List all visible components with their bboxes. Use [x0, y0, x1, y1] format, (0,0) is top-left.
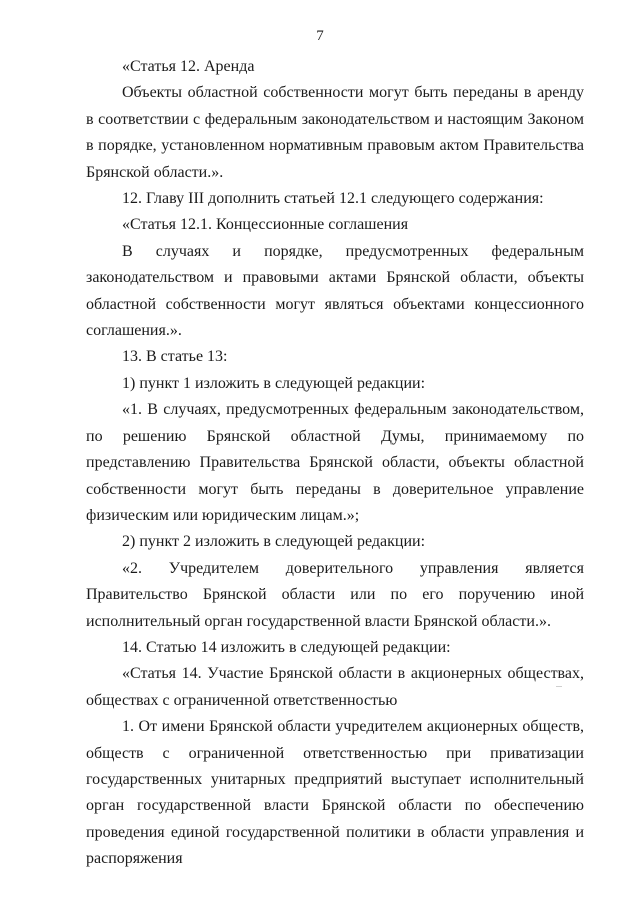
scan-mark: [556, 686, 562, 687]
item-14-text: 14. Статью 14 изложить в следующей редакции:: [122, 638, 451, 656]
item-13-sub-2: 2) пункт 2 изложить в следующей редакции:: [122, 533, 426, 551]
page-number: 7: [316, 28, 324, 44]
article-12-1-text: В случаях и порядке, предусмотренных федеральным законодательством и правовыми актами Брянской области, объекты областной собственности могут являться объектами концессионного соглашения.».: [86, 242, 584, 340]
item-13-point-2-text: «2. Учредителем доверительного управления является Правительство Брянской области или по его поручению иной исполнительный орган государственной власти Брянской области.».: [86, 559, 584, 630]
document-body: [86, 54, 584, 873]
article-14-heading: «Статья 14. Участие Брянской области в акционерных обществах, обществах с ограниченной ответственностью: [86, 665, 584, 709]
article-12-text: Объекты областной собственности могут быть переданы в аренду в соответствии с федеральным законодательством и настоящим Законом в порядке, установленном нормативным правовым актом Правительства Брянской области.».: [86, 84, 584, 181]
item-13-point-1-text: «1. В случаях, предусмотренных федеральным законодательством, по решению Брянской областной Думы, принимаемому по представлению Правительства Брянской области, объекты областной собственности могут быть переданы в доверительное управление физическим или юридическим лицам.»;: [86, 401, 584, 524]
item-13-sub-1: 1) пункт 1 изложить в следующей редакции:: [122, 374, 426, 392]
article-14-point-1-text: 1. От имени Брянской области учредителем акционерных обществ, обществ с ограниченной ответственностью при приватизации государственных унитарных предприятий выступает исполнительный орган государственной власти Брянской области по обеспечению проведения единой государственной политики в области управления и распоряжения: [86, 718, 584, 868]
article-12-1-heading: «Статья 12.1. Концессионные соглашения: [122, 216, 409, 234]
item-12-text: 12. Главу III дополнить статьей 12.1 следующего содержания:: [122, 190, 544, 208]
item-13-text: 13. В статье 13:: [122, 348, 228, 366]
article-12-heading: «Статья 12. Аренда: [122, 58, 255, 75]
